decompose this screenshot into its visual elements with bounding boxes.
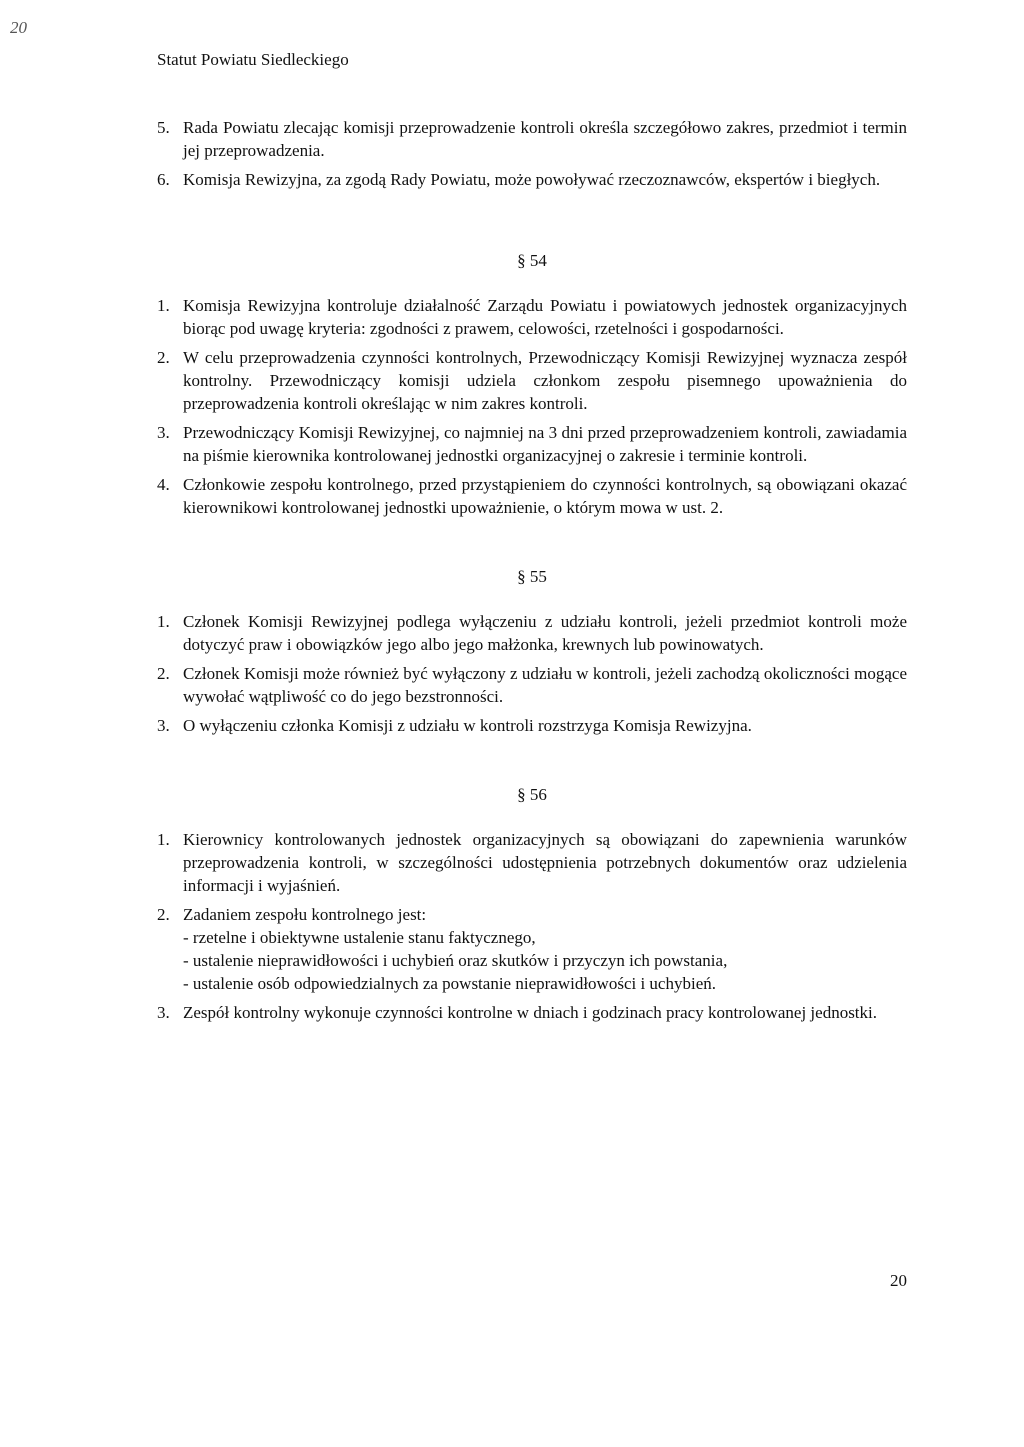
item-number: 1.	[157, 296, 170, 315]
item-text: Członek Komisji może również być wyłączony z udziału w kontroli, jeżeli zachodzą okoliczności mogące wywołać wątpliwość co do jego bezstronności.	[183, 664, 907, 706]
item-text: Komisja Rewizyjna kontroluje działalność Zarządu Powiatu i powiatowych jednostek organizacyjnych biorąc pod uwagę kryteria: zgodności z prawem, celowości, rzetelności i gospodarności.	[183, 296, 907, 338]
item-number: 2.	[157, 664, 170, 683]
list-item	[157, 168, 907, 191]
list-item	[157, 473, 907, 519]
item-text: Członek Komisji Rewizyjnej podlega wyłączeniu z udziału kontroli, jeżeli przedmiot kontroli może dotyczyć praw i obowiązków jego albo jego małżonka, krewnych lub powinowatych.	[183, 612, 907, 654]
item-text: O wyłączeniu członka Komisji z udziału w kontroli rozstrzyga Komisja Rewizyjna.	[183, 716, 752, 735]
section-heading-54: § 54	[517, 251, 547, 270]
list-item	[157, 294, 907, 340]
section-heading-55: § 55	[517, 567, 547, 586]
sublist-item: - rzetelne i obiektywne ustalenie stanu faktycznego,	[183, 928, 536, 947]
task-sublist	[183, 926, 907, 995]
item-number: 1.	[157, 612, 170, 631]
item-text: W celu przeprowadzenia czynności kontrolnych, Przewodniczący Komisji Rewizyjnej wyznacza zespół kontrolny. Przewodniczący komisji udziela członkom zespołu pisemnego upoważnienia do przeprowadzenia kontroli określając w nim zakres kontroli.	[183, 348, 907, 413]
item-text: Komisja Rewizyjna, za zgodą Rady Powiatu, może powoływać rzeczoznawców, ekspertów i biegłych.	[183, 170, 881, 189]
item-number: 3.	[157, 1003, 170, 1022]
item-text: Zadaniem zespołu kontrolnego jest:	[183, 905, 427, 924]
list-item	[157, 610, 907, 656]
sublist-item: - ustalenie osób odpowiedzialnych za powstanie nieprawidłowości i uchybień.	[183, 974, 716, 993]
item-number: 5.	[157, 118, 170, 137]
item-number: 1.	[157, 830, 170, 849]
item-number: 6.	[157, 170, 170, 189]
item-text: Kierownicy kontrolowanych jednostek organizacyjnych są obowiązani do zapewnienia warunków przeprowadzenia kontroli, w szczególności udostępnienia potrzebnych dokumentów oraz udzielenia informacji i wyjaśnień.	[183, 830, 907, 895]
item-text: Zespół kontrolny wykonuje czynności kontrolne w dniach i godzinach pracy kontrolowanej jednostki.	[183, 1003, 878, 1022]
list-item	[157, 421, 907, 467]
sublist-item: - ustalenie nieprawidłowości i uchybień oraz skutków i przyczyn ich powstania,	[183, 951, 728, 970]
list-item	[157, 903, 907, 995]
item-number: 2.	[157, 348, 170, 367]
item-number: 2.	[157, 905, 170, 924]
handwritten-page-mark: 20	[10, 18, 27, 37]
item-number: 3.	[157, 423, 170, 442]
list-item	[157, 346, 907, 415]
section-heading-56: § 56	[517, 785, 547, 804]
list-item	[157, 116, 907, 162]
list-item	[157, 1001, 907, 1024]
document-body	[157, 116, 907, 1030]
running-header: Statut Powiatu Siedleckiego	[157, 50, 349, 69]
item-number: 3.	[157, 716, 170, 735]
item-number: 4.	[157, 475, 170, 494]
list-item	[157, 828, 907, 897]
item-text: Rada Powiatu zlecając komisji przeprowadzenie kontroli określa szczegółowo zakres, przedmiot i termin jej przeprowadzenia.	[183, 118, 907, 160]
list-item	[157, 662, 907, 708]
item-text: Przewodniczący Komisji Rewizyjnej, co najmniej na 3 dni przed przeprowadzeniem kontroli, zawiadamia na piśmie kierownika kontrolowanej jednostki organizacyjnej o zakresie i terminie kontroli.	[183, 423, 907, 465]
list-item	[157, 714, 907, 737]
item-text: Członkowie zespołu kontrolnego, przed przystąpieniem do czynności kontrolnych, są obowiązani okazać kierownikowi kontrolowanej jednostki upoważnienie, o którym mowa w ust. 2.	[183, 475, 907, 517]
page-number: 20	[890, 1271, 907, 1290]
